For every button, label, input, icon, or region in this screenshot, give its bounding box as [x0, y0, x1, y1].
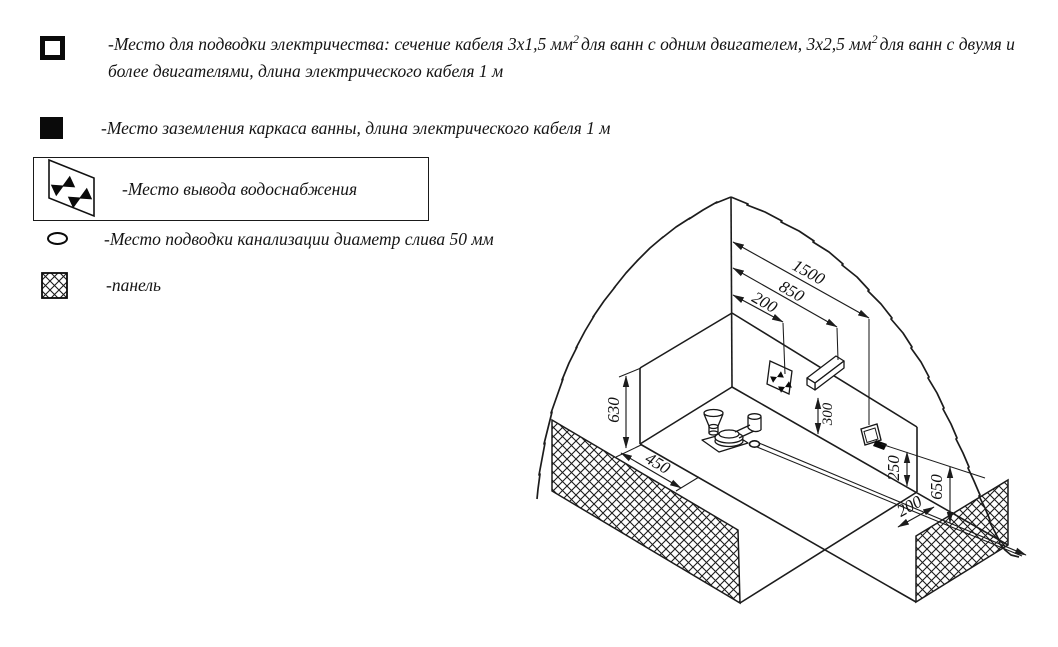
- spout-duct: [807, 356, 844, 390]
- legend-item-water: -Место вывода водоснабжения: [122, 179, 358, 199]
- legend-item-grounding: -Место заземления каркаса ванны, длина электрического кабеля 1 м: [101, 118, 611, 138]
- standpipe-mouth: [748, 414, 761, 420]
- water-outlet-plate: [767, 361, 792, 394]
- dim-label-200-top: 200: [748, 287, 781, 317]
- floor-front-right-edge: [740, 492, 917, 603]
- sewage-point-ellipse: [750, 441, 760, 447]
- legend-electricity-line2: более двигателями, длина электрического кабеля 1 м: [108, 61, 504, 81]
- dim-label-650: 650: [927, 474, 946, 500]
- dim-label-1500: 1500: [789, 255, 829, 289]
- legend-electricity-line1: -Место для подводки электричества: сечение кабеля 3х1,5 $мм^2$ для ванн с одним двигателем, 3х2,5 $мм^2$ для ванн с двумя и: [108, 32, 1015, 54]
- legend-item-sewage: -Место подводки канализации диаметр слива 50 мм: [104, 229, 494, 249]
- apron-panels: [552, 420, 1008, 603]
- dim-label-850: 850: [775, 276, 808, 306]
- legend-item-panel: -панель: [106, 275, 161, 295]
- dim-label-200-bottom: 200: [893, 491, 926, 521]
- dim-label-300: 300: [820, 402, 836, 426]
- dim-label-250: 250: [884, 455, 903, 481]
- electric-outlet-box: [861, 424, 887, 450]
- corner-edge: [731, 197, 732, 387]
- dim-label-450: 450: [641, 448, 674, 478]
- drain-siphon: [702, 410, 761, 453]
- left-wall-top-edge: [640, 313, 732, 368]
- dim-label-630: 630: [604, 397, 623, 423]
